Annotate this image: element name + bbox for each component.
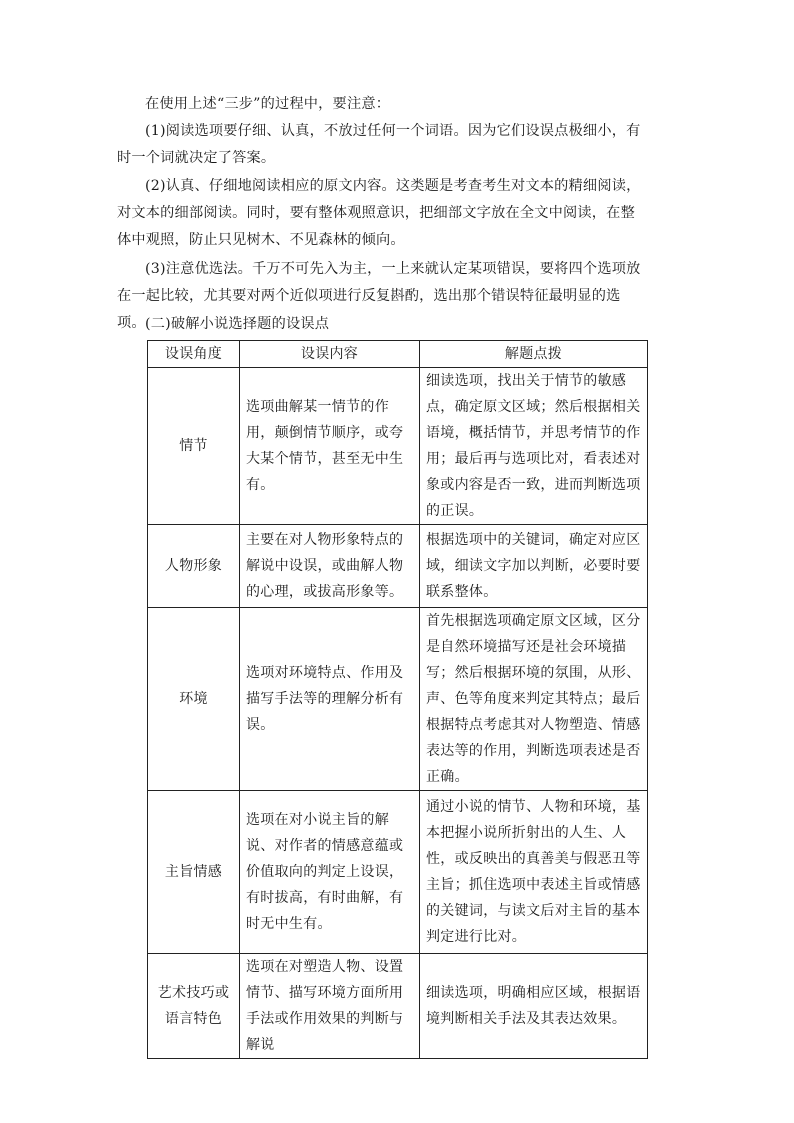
table-row [148,954,648,1059]
tip-cell: 通过小说的情节、人物和环境，基本把握小说所折射出的人生、人性，或反映出的真善美与假恶丑等主旨；抓住选项中表述主旨或情感的关键词，与读文后对主旨的基本判定进行比对。 [420,791,648,954]
tip-cell: 细读选项，明确相应区域，根据语境判断相关手法及其表达效果。 [420,954,648,1059]
header-angle: 设误角度 [148,341,240,368]
angle-cell: 艺术技巧或语言特色 [148,954,240,1059]
angle-cell: 情节 [148,368,240,525]
content-cell: 选项对环境特点、作用及描写手法等的理解分析有误。 [240,608,420,791]
tip-cell: 首先根据选项确定原文区域，区分是自然环境描写还是社会环境描写；然后根据环境的氛围，从形、声、色等角度来判定其特点；最后根据特点考虑其对人物塑造、情感表达等的作用，判断选项表述是否正确。 [420,608,648,791]
error-points-table [147,340,648,1059]
note-paragraph-3: (3)注意优选法。千万不可先入为主，一上来就认定某项错误，要将四个选项放在一起比较，尤其要对两个近似项进行反复斟酌，选出那个错误特征最明显的选项。 [117,261,641,331]
header-content: 设误内容 [240,341,420,368]
angle-cell: 人物形象 [148,525,240,608]
table-row [148,525,648,608]
tip-cell: 细读选项，找出关于情节的敏感点，确定原文区域；然后根据相关语境，概括情节，并思考情节的作用；最后再与选项比对，看表述对象或内容是否一致，进而判断选项的正误。 [420,368,648,525]
note-paragraph-2: (2)认真、仔细地阅读相应的原文内容。这类题是考查考生对文本的精细阅读，对文本的细部阅读。同时，要有整体观照意识，把细部文字放在全文中阅读，在整体中观照，防止只见树木、不见森林的倾向。 [117,178,641,248]
intro-paragraph: 在使用上述“三步”的过程中，要注意： [145,96,391,112]
table-row [148,608,648,791]
content-cell: 选项曲解某一情节的作用，颠倒情节顺序，或夸大某个情节，甚至无中生有。 [240,368,420,525]
header-tip: 解题点拨 [420,341,648,368]
note-paragraph-1: (1)阅读选项要仔细、认真，不放过任何一个词语。因为它们设误点极细小，有时一个词就决定了答案。 [117,123,641,166]
content-cell: 选项在对小说主旨的解说、对作者的情感意蕴或价值取向的判定上设误，有时拔高，有时曲解，有时无中生有。 [240,791,420,954]
content-cell: 选项在对塑造人物、设置情节、描写环境方面所用手法或作用效果的判断与解说 [240,954,420,1059]
table-header-row [148,341,648,368]
table-row [148,368,648,525]
table-row [148,791,648,954]
section-heading: (二)破解小说选择题的设误点 [145,316,330,332]
angle-cell: 环境 [148,608,240,791]
content-cell: 主要在对人物形象特点的解说中设误，或曲解人物的心理，或拔高形象等。 [240,525,420,608]
tip-cell: 根据选项中的关键词，确定对应区域，细读文字加以判断，必要时要联系整体。 [420,525,648,608]
angle-cell: 主旨情感 [148,791,240,954]
